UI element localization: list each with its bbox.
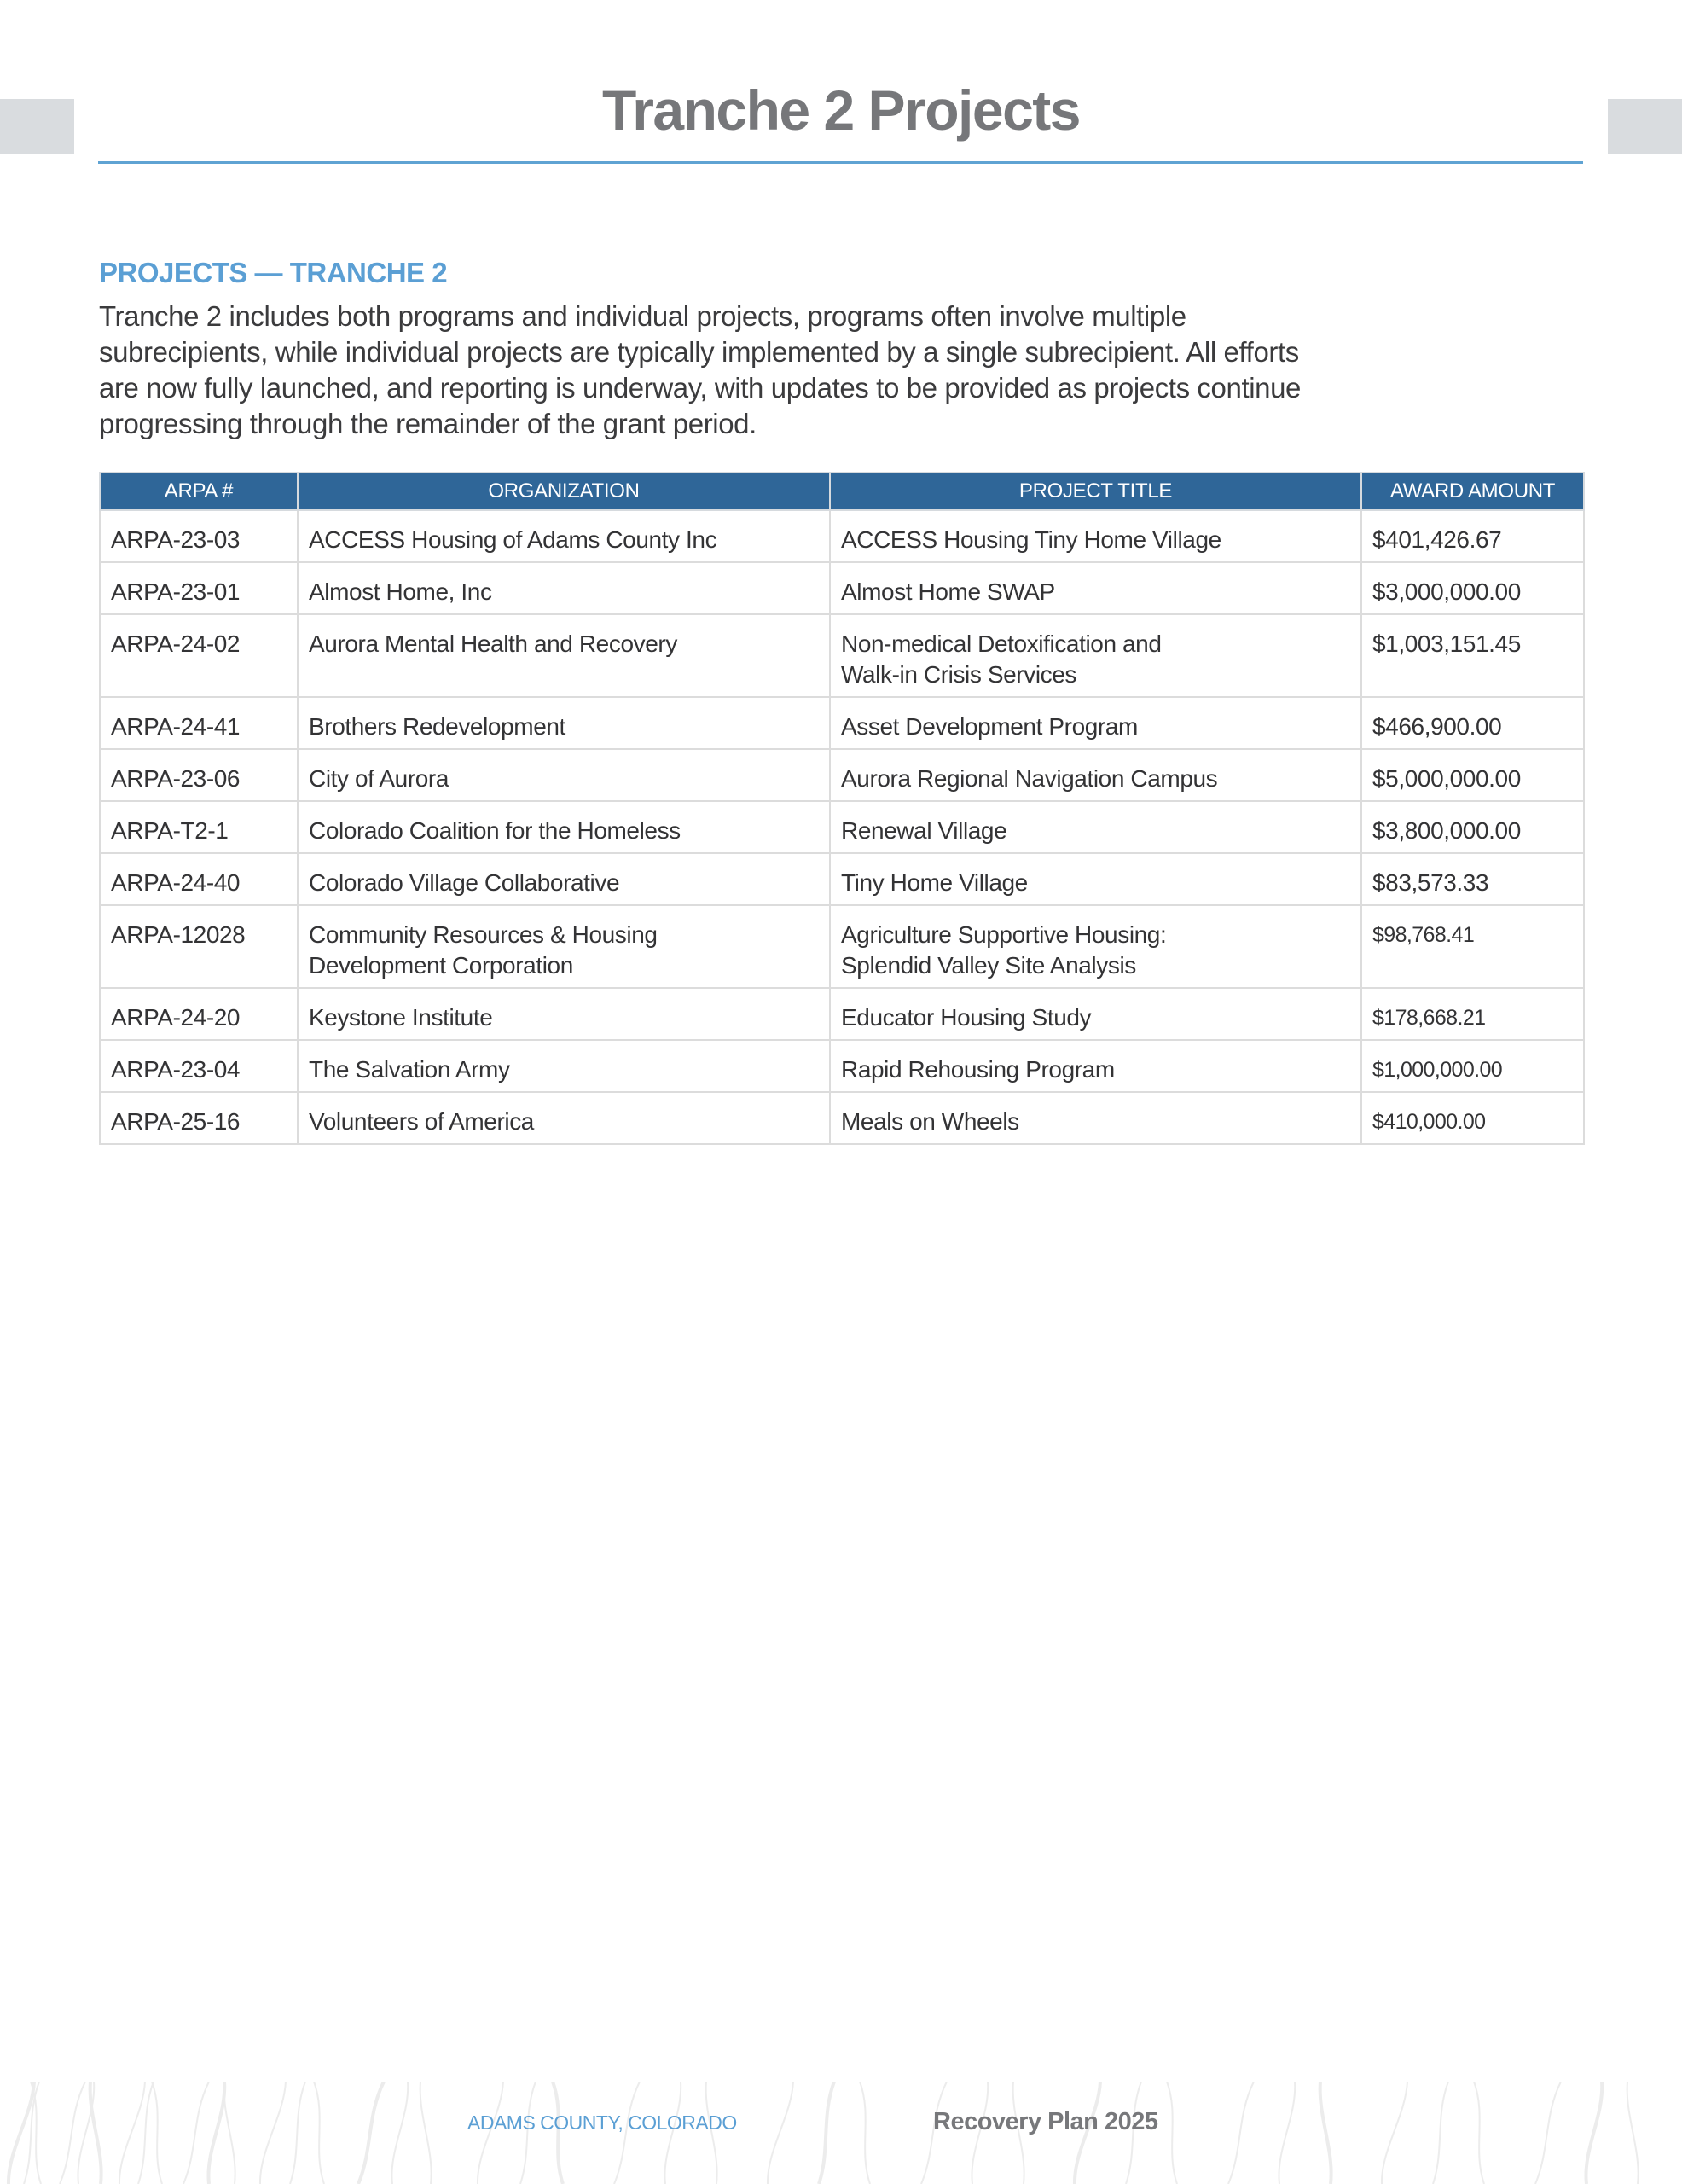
cell-award-amount: $466,900.00 (1361, 697, 1584, 749)
cell-award-amount: $1,003,151.45 (1361, 614, 1584, 697)
cell-arpa-number: ARPA-24-02 (100, 614, 298, 697)
cell-arpa-number: ARPA-25-16 (100, 1092, 298, 1144)
cell-arpa-number: ARPA-23-01 (100, 562, 298, 614)
cell-organization: Almost Home, Inc (298, 562, 830, 614)
cell-organization: Colorado Coalition for the Homeless (298, 801, 830, 853)
table-row (100, 614, 1584, 697)
contour-line (260, 2082, 286, 2184)
contour-line (1627, 2082, 1638, 2184)
cell-award-amount: $410,000.00 (1361, 1092, 1584, 1144)
contour-line (1474, 2082, 1484, 2184)
cell-project-title: Asset Development Program (830, 697, 1361, 749)
cell-arpa-number: ARPA-23-03 (100, 510, 298, 562)
cell-project-title: Meals on Wheels (830, 1092, 1361, 1144)
cell-award-amount: $98,768.41 (1361, 905, 1584, 988)
section-heading: PROJECTS — TRANCHE 2 (99, 257, 448, 288)
contour-line (1228, 2082, 1254, 2184)
cell-arpa-number: ARPA-24-41 (100, 697, 298, 749)
footer-county: ADAMS COUNTY, COLORADO (467, 2111, 737, 2134)
cell-project-title: Agriculture Supportive Housing: Splendid Valley Site Analysis (830, 905, 1361, 988)
intro-paragraph: Tranche 2 includes both programs and individual projects, programs often involve multiple subrecipients, while individual projects are typically implemented by a single subrecipient. All efforts are now fully launched, and reporting is underway, with updates to be provided as projects continue progressing through the remainder of the grant period. (99, 300, 1302, 439)
contour-line (1535, 2082, 1561, 2184)
footer-contour-pattern (0, 2082, 1682, 2184)
column-header-arpa: ARPA # (100, 473, 298, 510)
table-row (100, 1092, 1584, 1144)
cell-award-amount: $3,800,000.00 (1361, 801, 1584, 853)
cell-organization: Keystone Institute (298, 988, 830, 1040)
contour-line (1433, 2082, 1448, 2184)
contour-line (138, 2082, 154, 2184)
cell-award-amount: $3,000,000.00 (1361, 562, 1584, 614)
table-row (100, 853, 1584, 905)
table-row (100, 562, 1584, 614)
projects-table (99, 472, 1585, 1145)
footer-plan-title: Recovery Plan 2025 (933, 2108, 1158, 2135)
cell-organization: Colorado Village Collaborative (298, 853, 830, 905)
table-row (100, 905, 1584, 988)
table-body (100, 510, 1584, 1144)
contour-line (1320, 2082, 1331, 2184)
cell-project-title: Tiny Home Village (830, 853, 1361, 905)
table-row (100, 697, 1584, 749)
contour-line (152, 2082, 162, 2184)
cell-project-title: Aurora Regional Navigation Campus (830, 749, 1361, 801)
contour-line (208, 2082, 224, 2184)
page-title: Tranche 2 Projects (602, 78, 1080, 142)
cell-project-title: ACCESS Housing Tiny Home Village (830, 510, 1361, 562)
table-row (100, 749, 1584, 801)
cell-organization: Brothers Redevelopment (298, 697, 830, 749)
contour-line (183, 2082, 209, 2184)
cell-organization: Volunteers of America (298, 1092, 830, 1144)
cell-award-amount: $401,426.67 (1361, 510, 1584, 562)
table-row (100, 801, 1584, 853)
table-row (100, 510, 1584, 562)
cell-arpa-number: ARPA-12028 (100, 905, 298, 988)
cell-arpa-number: ARPA-24-40 (100, 853, 298, 905)
contour-line (768, 2082, 793, 2184)
cell-project-title: Educator Housing Study (830, 988, 1361, 1040)
contour-line (224, 2082, 235, 2184)
cell-arpa-number: ARPA-T2-1 (100, 801, 298, 853)
table-row (100, 1040, 1584, 1092)
cell-award-amount: $178,668.21 (1361, 988, 1584, 1040)
contour-line (358, 2082, 384, 2184)
contour-line (1279, 2082, 1295, 2184)
cell-organization: City of Aurora (298, 749, 830, 801)
contour-line (860, 2082, 870, 2184)
column-header-organization: ORGANIZATION (298, 473, 830, 510)
cell-organization: Community Resources & Housing Development Corporation (298, 905, 830, 988)
contour-line (60, 2082, 85, 2184)
contour-line (314, 2082, 324, 2184)
table-row (100, 988, 1584, 1040)
contour-line (420, 2082, 432, 2184)
contour-line (1167, 2082, 1177, 2184)
cell-award-amount: $83,573.33 (1361, 853, 1584, 905)
contour-line (290, 2082, 305, 2184)
cell-project-title: Non-medical Detoxification and Walk-in Crisis Services (830, 614, 1361, 697)
cell-arpa-number: ARPA-23-06 (100, 749, 298, 801)
contour-line (119, 2082, 145, 2184)
cell-arpa-number: ARPA-24-20 (100, 988, 298, 1040)
cell-project-title: Rapid Rehousing Program (830, 1040, 1361, 1092)
cell-project-title: Almost Home SWAP (830, 562, 1361, 614)
contour-line (1382, 2082, 1407, 2184)
table-header-row (100, 473, 1584, 510)
title-divider (98, 161, 1583, 164)
cell-organization: The Salvation Army (298, 1040, 830, 1092)
cell-organization: ACCESS Housing of Adams County Inc (298, 510, 830, 562)
contour-line (392, 2082, 408, 2184)
cell-organization: Aurora Mental Health and Recovery (298, 614, 830, 697)
cell-award-amount: $1,000,000.00 (1361, 1040, 1584, 1092)
contour-line (1586, 2082, 1602, 2184)
cell-arpa-number: ARPA-23-04 (100, 1040, 298, 1092)
column-header-award-amount: AWARD AMOUNT (1361, 473, 1584, 510)
cell-project-title: Renewal Village (830, 801, 1361, 853)
contour-line (819, 2082, 834, 2184)
cell-award-amount: $5,000,000.00 (1361, 749, 1584, 801)
column-header-project-title: PROJECT TITLE (830, 473, 1361, 510)
contour-line (90, 2082, 102, 2184)
